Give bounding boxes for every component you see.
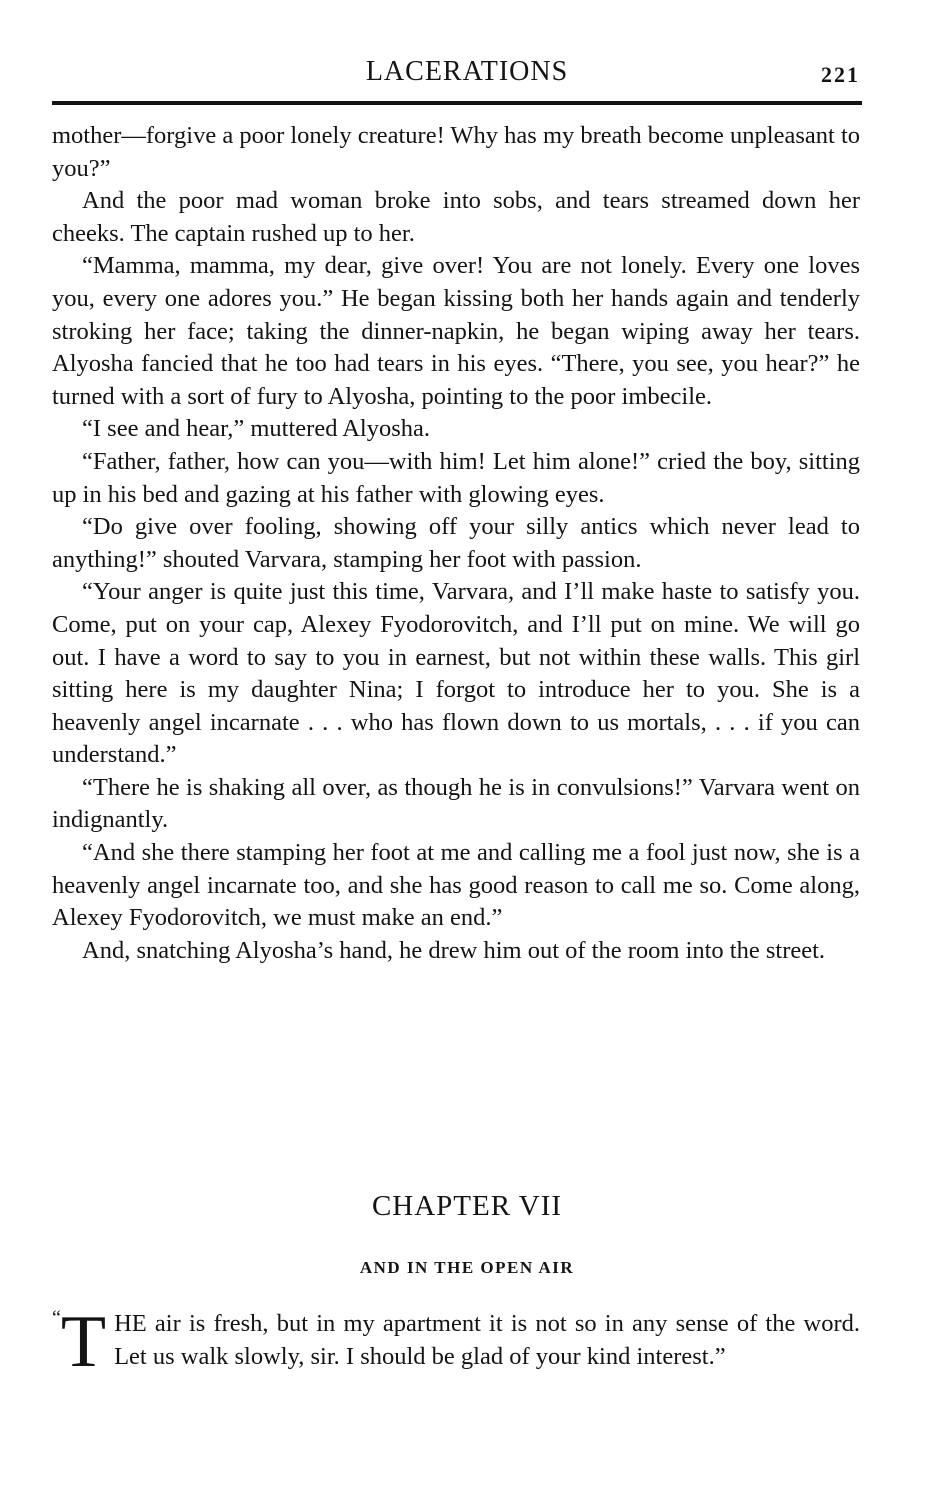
paragraph: “Your anger is quite just this time, Varvara, and I’ll make haste to satisfy you. Come, put on your cap, Alexey Fyodorovitch, and I’ll put on mine. We will go out. I have a word to say to you in earnest, but not within these walls. This girl sitting here is my daughter Nina; I forgot to introduce her to you. She is a heavenly angel incarnate . . . who has flown down to us mortals, . . . if you can understand.” <box>52 578 860 769</box>
header-rule <box>52 101 862 105</box>
page-number: 221 <box>821 62 860 87</box>
chapter-opening <box>52 1301 860 1383</box>
paragraph: “Mamma, mamma, my dear, give over! You are not lonely. Every one loves you, every one adores you.” He began kissing both her hands again and tenderly stroking her face; taking the dinner-napkin, he began wiping away her tears. Alyosha fancied that he too had tears in his eyes. “There, you see, you hear?” he turned with a sort of fury to Alyosha, pointing to the poor imbecile. <box>52 252 860 410</box>
chapter-title: CHAPTER VII <box>371 1190 563 1222</box>
paragraph: “There he is shaking all over, as though he is in convulsions!” Varvara went on indignantly. <box>52 773 860 834</box>
body-text <box>52 120 860 967</box>
paragraph: And, snatching Alyosha’s hand, he drew him out of the room into the street. <box>82 936 826 964</box>
running-head <box>0 54 934 94</box>
paragraph: “I see and hear,” muttered Alyosha. <box>82 415 431 443</box>
running-title: LACERATIONS <box>365 56 569 87</box>
chapter-subtitle: AND IN THE OPEN AIR <box>359 1258 575 1277</box>
paragraph-continued: mother—forgive a poor lonely creature! Why has my breath become unpleasant to you?” <box>52 122 860 182</box>
paragraph: “Father, father, how can you—with him! Let him alone!” cried the boy, sitting up in his bed and gazing at his father with glowing eyes. <box>52 447 860 508</box>
paragraph: And the poor mad woman broke into sobs, and tears streamed down her cheeks. The captain rushed up to her. <box>52 187 860 247</box>
drop-cap: T <box>60 1301 107 1383</box>
paragraph: “And she there stamping her foot at me and calling me a fool just now, she is a heavenly angel incarnate too, and she has good reason to call me so. Come along, Alexey Fyodorovitch, we must make an end.” <box>52 839 860 932</box>
opening-quote-mark: “ <box>52 1307 61 1329</box>
chapter-first-paragraph <box>52 1301 860 1383</box>
chapter-first-text: HE air is fresh, but in my apartment it is not so in any sense of the word. Let us walk slowly, sir. I should be glad of your kind interest.” <box>114 1310 860 1370</box>
paragraph: “Do give over fooling, showing off your silly antics which never lead to anything!” shouted Varvara, stamping her foot with passion. <box>52 513 860 573</box>
